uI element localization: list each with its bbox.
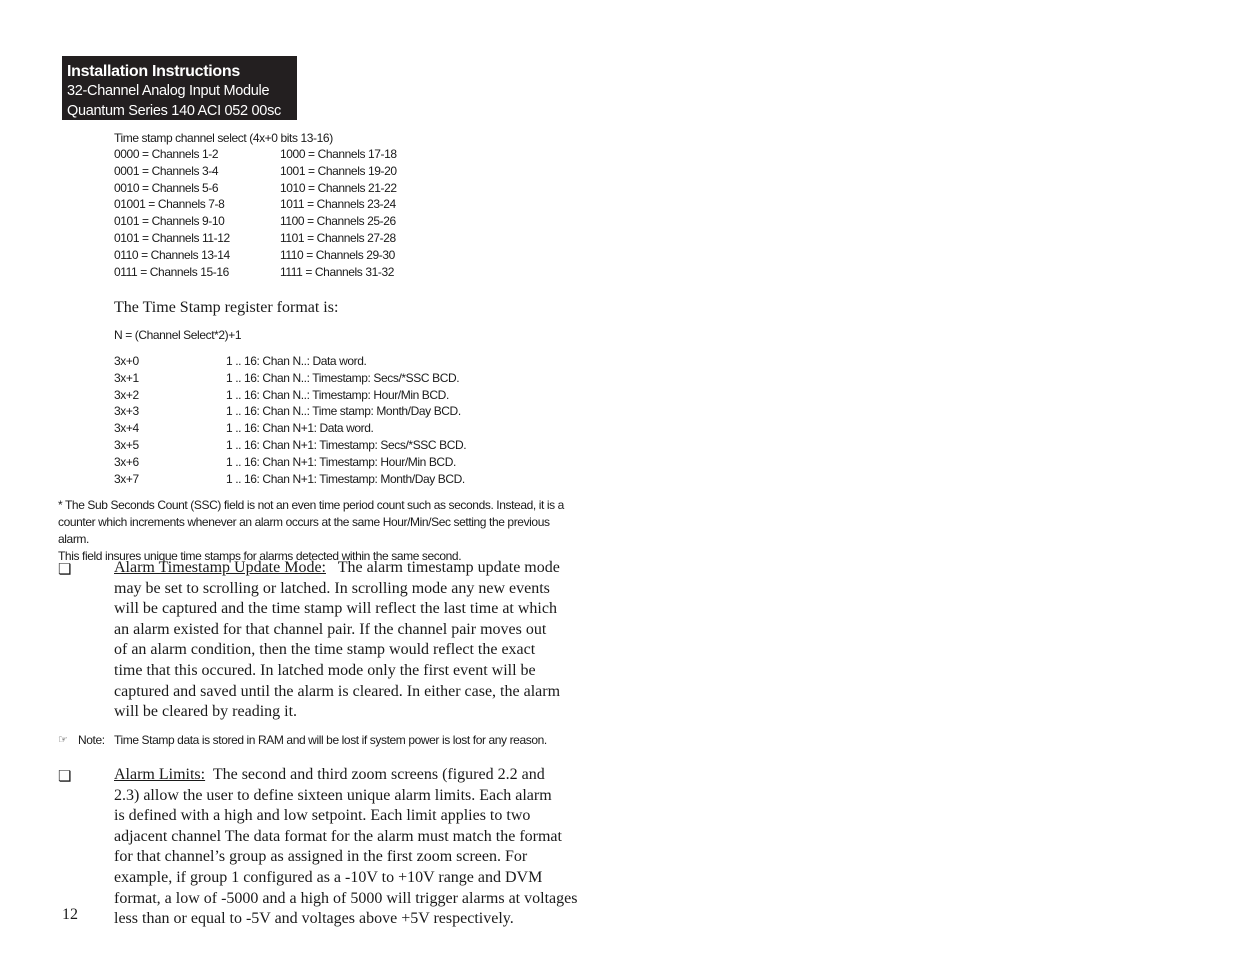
paragraph-line: of an alarm condition, then the time stamp would reflect the exact <box>114 641 536 659</box>
register-description: 1 .. 16: Chan N..: Timestamp: Secs/*SSC BCD. <box>226 370 460 385</box>
register-row <box>114 437 466 454</box>
register-row <box>114 420 466 437</box>
register-address: 3x+5 <box>114 437 139 452</box>
paragraph-line: format, a low of -5000 and a high of 5000 will trigger alarms at voltages <box>114 889 578 907</box>
ts-left-7: 0111 = Channels 15-16 <box>114 264 229 279</box>
header-box <box>62 56 297 120</box>
register-description: 1 .. 16: Chan N..: Timestamp: Hour/Min BCD. <box>226 387 449 402</box>
paragraph-line: for that channel’s group as assigned in the first zoom screen. For <box>114 848 528 866</box>
register-row <box>114 471 466 488</box>
register-row <box>114 454 466 471</box>
header-product: 32-Channel Analog Input Module <box>67 83 270 99</box>
ts-right-3: 1011 = Channels 23-24 <box>280 197 396 212</box>
register-description: 1 .. 16: Chan N+1: Timestamp: Secs/*SSC BCD. <box>226 437 467 452</box>
ts-right-1: 1001 = Channels 19-20 <box>280 163 397 178</box>
register-description: 1 .. 16: Chan N..: Data word. <box>226 354 367 368</box>
note-text: Time Stamp data is stored in RAM and will be lost if system power is lost for any reason. <box>114 733 547 747</box>
alarm-limits-label: Alarm Limits: <box>114 766 206 783</box>
ssc-footnote <box>58 497 578 565</box>
alarm-limits-first-line: The second and third zoom screens (figured 2.2 and <box>205 766 545 783</box>
register-address: 3x+4 <box>114 421 139 436</box>
paragraph-line: captured and saved until the alarm is cleared. In either case, the alarm <box>114 682 561 700</box>
register-address: 3x+3 <box>114 404 139 419</box>
ts-left-5: 0101 = Channels 11-12 <box>114 230 230 245</box>
paragraph-line: time that this occured. In latched mode only the first event will be <box>114 661 536 679</box>
register-address: 3x+2 <box>114 387 139 402</box>
ts-left-6: 0110 = Channels 13-14 <box>114 247 230 262</box>
paragraph-line: may be set to scrolling or latched. In scrolling mode any new events <box>114 579 550 597</box>
checkbox-bullet-icon: ❏ <box>58 562 72 578</box>
paragraph-line: example, if group 1 configured as a -10V to +10V range and DVM <box>114 868 543 886</box>
paragraph-line <box>114 765 574 786</box>
register-description: 1 .. 16: Chan N+1: Data word. <box>226 421 374 436</box>
register-address: 3x+6 <box>114 454 139 469</box>
timestamp-select-title: Time stamp channel select (4x+0 bits 13-16) <box>114 131 333 145</box>
note-label: Note: <box>78 733 105 747</box>
alarm-limits-paragraph <box>114 765 578 930</box>
register-table <box>114 353 466 487</box>
format-title: The Time Stamp register format is: <box>114 299 339 316</box>
alarm-update-paragraph <box>114 558 574 723</box>
ts-right-7: 1111 = Channels 31-32 <box>280 264 395 279</box>
register-row <box>114 403 466 420</box>
register-row <box>114 387 466 404</box>
register-row <box>114 370 466 387</box>
paragraph-line: will be captured and the time stamp will reflect the last time at which <box>114 600 557 618</box>
checkbox-bullet-icon: ❏ <box>58 769 72 785</box>
page-number: 12 <box>62 906 78 923</box>
header-series: Quantum Series 140 ACI 052 00sc <box>67 103 281 119</box>
ts-left-1: 0001 = Channels 3-4 <box>114 163 219 178</box>
channel-formula: N = (Channel Select*2)+1 <box>114 328 242 342</box>
register-description: 1 .. 16: Chan N+1: Timestamp: Hour/Min BCD. <box>226 454 456 469</box>
ram-note <box>58 732 547 748</box>
paragraph-line: an alarm existed for that channel pair. If the channel pair moves out <box>114 620 547 638</box>
pointing-hand-icon: ☞ <box>58 734 68 746</box>
ts-left-3: 01001 = Channels 7-8 <box>114 197 225 212</box>
register-address: 3x+7 <box>114 471 139 486</box>
ts-right-6: 1110 = Channels 29-30 <box>280 247 395 262</box>
header-title: Installation Instructions <box>67 63 240 80</box>
ts-right-4: 1100 = Channels 25-26 <box>280 214 396 229</box>
ts-right-5: 1101 = Channels 27-28 <box>280 230 396 245</box>
ts-left-0: 0000 = Channels 1-2 <box>114 147 219 161</box>
footnote-line: counter which increments whenever an alarm occurs at the same Hour/Min/Sec setting the previous alarm. <box>58 515 550 546</box>
register-address: 3x+1 <box>114 370 139 385</box>
alarm-update-label: Alarm Timestamp Update Mode: <box>114 559 326 576</box>
paragraph-line: is defined with a high and low setpoint. Each limit applies to two <box>114 807 531 825</box>
paragraph-line: will be cleared by reading it. <box>114 703 298 721</box>
paragraph-line: 2.3) allow the user to define sixteen unique alarm limits. Each alarm <box>114 786 552 804</box>
footnote-line: * The Sub Seconds Count (SSC) field is not an even time period count such as seconds. Instead, it is a <box>58 498 564 512</box>
register-row <box>114 353 466 370</box>
paragraph-line <box>114 558 574 579</box>
alarm-update-first-line: The alarm timestamp update mode <box>325 559 560 576</box>
register-address: 3x+0 <box>114 354 139 368</box>
paragraph-line: less than or equal to -5V and voltages above +5V respectively. <box>114 910 514 928</box>
register-description: 1 .. 16: Chan N..: Time stamp: Month/Day BCD. <box>226 404 461 419</box>
ts-left-4: 0101 = Channels 9-10 <box>114 214 225 229</box>
register-description: 1 .. 16: Chan N+1: Timestamp: Month/Day BCD. <box>226 471 465 486</box>
ts-right-2: 1010 = Channels 21-22 <box>280 180 397 195</box>
paragraph-line: adjacent channel The data format for the alarm must match the format <box>114 827 562 845</box>
ts-right-0: 1000 = Channels 17-18 <box>280 147 397 161</box>
footnote-line: This field insures unique time stamps for alarms detected within the same second. <box>58 549 462 563</box>
timestamp-select-table <box>114 146 420 280</box>
ts-left-2: 0010 = Channels 5-6 <box>114 180 219 195</box>
